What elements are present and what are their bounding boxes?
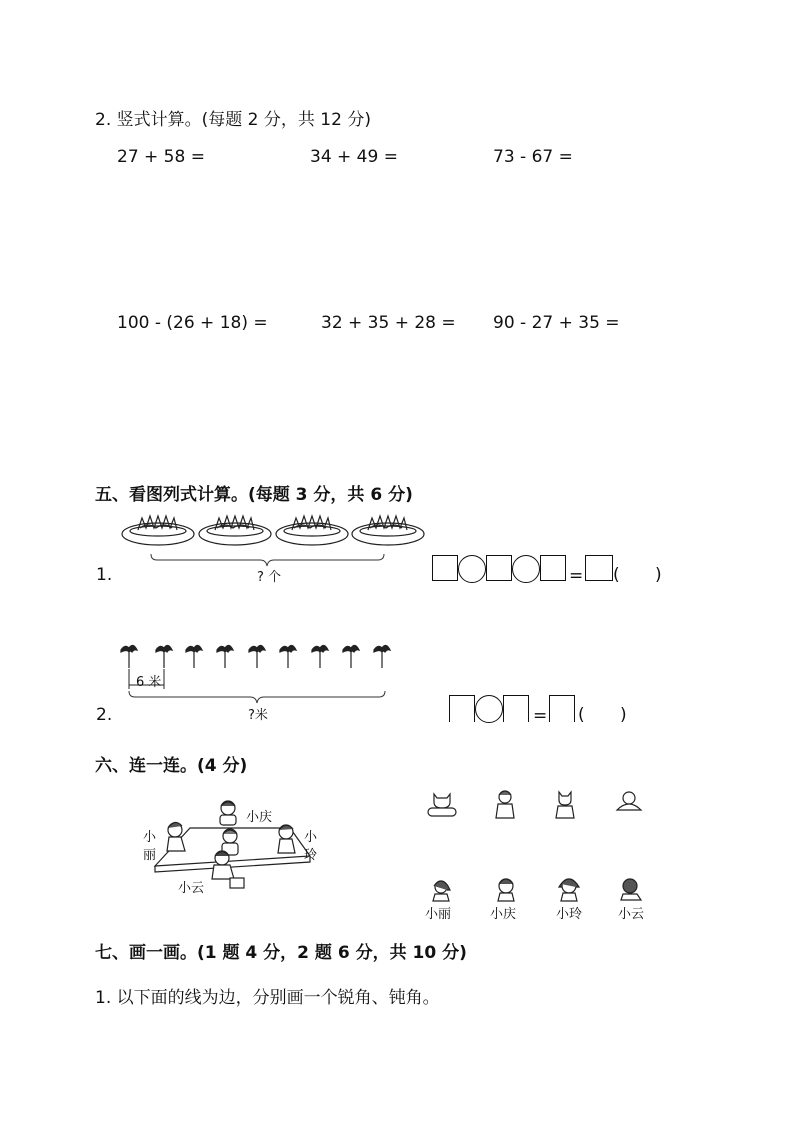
plate-2	[199, 516, 271, 545]
tree-4	[217, 645, 233, 668]
unit-paren-open-1: (	[613, 565, 620, 585]
answer-box-1[interactable]	[432, 555, 458, 581]
view-2-illustration[interactable]	[493, 789, 517, 823]
plate-1	[122, 516, 194, 545]
view-1-illustration[interactable]	[424, 790, 460, 822]
name-label-xiaoling: 小玲	[556, 907, 583, 922]
tree-3	[186, 645, 202, 668]
question-5-1-number: 1.	[96, 565, 113, 585]
question-7-1: 1. 以下面的线为边，分别画一个锐角、钝角。	[95, 988, 440, 1008]
scene-label-xiaoli-1: 小	[143, 830, 157, 845]
tree-7	[312, 645, 328, 668]
answer-box-2[interactable]	[486, 555, 512, 581]
child-xiaoli-icon[interactable]	[428, 878, 454, 902]
answer-box-5[interactable]	[503, 695, 529, 722]
tree-8	[343, 645, 359, 668]
unit-paren-close-1: )	[655, 565, 662, 585]
expression-1: 27 + 58 =	[117, 147, 205, 167]
answer-box-3[interactable]	[540, 555, 566, 581]
answer-box-4[interactable]	[449, 695, 475, 722]
tree-6	[280, 645, 296, 668]
section-5-heading: 五、看图列式计算。(每题 3 分，共 6 分)	[95, 485, 413, 505]
question-5-2-number: 2.	[96, 705, 113, 725]
operator-circle-2[interactable]	[512, 555, 540, 583]
child-top	[220, 801, 236, 825]
plate-3	[276, 516, 348, 545]
child-xiaoqing-icon[interactable]	[493, 876, 519, 902]
result-box-2[interactable]	[549, 695, 575, 722]
brace-under-trees	[128, 690, 386, 704]
child-xiaoling-icon[interactable]	[556, 876, 582, 902]
section-6-heading: 六、连一连。(4 分)	[95, 756, 248, 776]
view-3-illustration[interactable]	[553, 789, 577, 823]
brace-under-plates	[150, 553, 385, 567]
scene-label-xiaoqing: 小庆	[246, 810, 273, 825]
tree-2	[156, 645, 172, 668]
question-heading-vertical-calc: 2. 竖式计算。(每题 2 分，共 12 分)	[95, 110, 371, 130]
view-4-illustration[interactable]	[614, 790, 644, 814]
scene-label-xiaoyun: 小云	[178, 881, 205, 896]
brace-label-length: ?米	[248, 708, 268, 723]
scene-label-xiaoling-1: 小	[304, 830, 318, 845]
tree-9	[374, 645, 390, 668]
segment-label-6m: 6 米	[136, 675, 162, 690]
result-box-1[interactable]	[585, 555, 613, 581]
name-label-xiaoli: 小丽	[425, 907, 452, 922]
equals-sign-2: =	[533, 706, 548, 726]
brace-label-count: ? 个	[257, 570, 282, 585]
table-scene-illustration	[150, 800, 320, 895]
expression-5: 32 + 35 + 28 =	[321, 313, 456, 333]
tree-5	[249, 645, 265, 668]
scene-label-xiaoling-2: 玲	[304, 848, 318, 863]
unit-paren-close-2: )	[620, 705, 627, 725]
expression-4: 100 - (26 + 18) =	[117, 313, 268, 333]
name-label-xiaoyun: 小云	[618, 907, 645, 922]
child-right	[278, 825, 295, 853]
plates-illustration	[120, 510, 425, 550]
expression-2: 34 + 49 =	[310, 147, 398, 167]
operator-circle-3[interactable]	[475, 695, 503, 723]
expression-6: 90 - 27 + 35 =	[493, 313, 620, 333]
section-7-heading: 七、画一画。(1 题 4 分，2 题 6 分，共 10 分)	[95, 943, 467, 963]
plate-4	[352, 516, 424, 545]
expression-3: 73 - 67 =	[493, 147, 573, 167]
name-label-xiaoqing: 小庆	[490, 907, 517, 922]
tree-1	[121, 645, 137, 668]
equals-sign-1: =	[569, 566, 584, 586]
operator-circle-1[interactable]	[458, 555, 486, 583]
child-xiaoyun-icon[interactable]	[619, 877, 645, 901]
scene-label-xiaoli-2: 丽	[143, 848, 157, 863]
unit-paren-open-2: (	[578, 705, 585, 725]
